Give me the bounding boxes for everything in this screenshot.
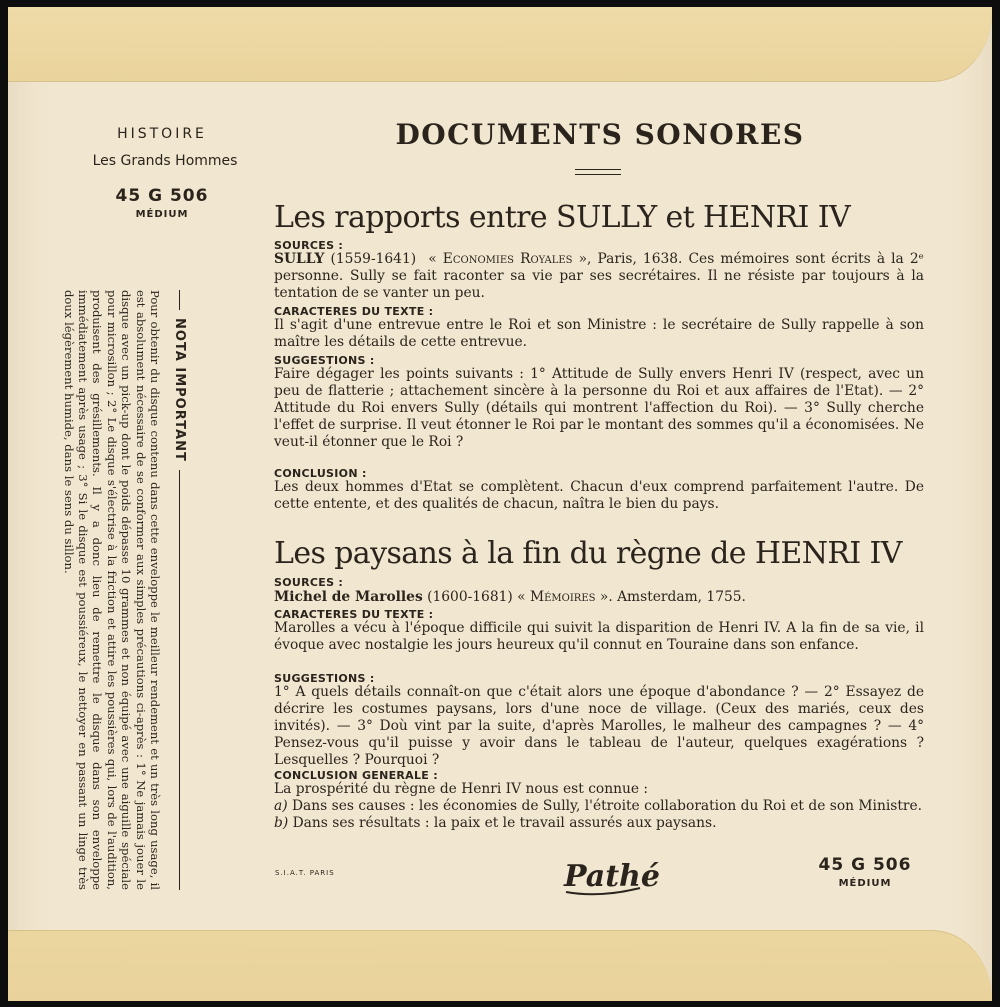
section1-caracteres-text: Il s'agit d'une entrevue entre le Roi et son Ministre : le secrétaire de Sully rappelle à son maître les détails de cette entrevue. [274, 317, 924, 350]
point-marker: a) [274, 798, 288, 814]
point-marker: b) [274, 815, 289, 831]
series-title: Les Grands Hommes [92, 153, 238, 169]
sources-author: SULLY [274, 251, 325, 267]
conclusion-point-a [274, 798, 924, 815]
sources-rest: , Paris, 1638. Ces mémoires sont écrits à la 2ᵉ personne. Sully se fait raconter sa vie par ses secrétaires. Il ne résiste par toujours à la tentation de se vanter un peu. [274, 251, 924, 301]
divider [180, 470, 181, 890]
section2-suggestions-text: 1° A quels détails connaît-on que c'était alors une époque d'abondance ? — 2° Essayez de décrire les costumes paysans, lors d'une noce de village. (Ceux des mariés, ceux des invités). — 3° Doù vint par la suite, d'après Marolles, le malheur des campagnes ? — 4° Pensez-vous qu'il puisse y avoir dans le tableau de l'auteur, quelques exagérations ? Lesquelles ? Pourquoi ? [274, 684, 924, 768]
section2-suggestions-label: SUGGESTIONS : [274, 672, 375, 685]
section2-caracteres-text: Marolles a vécu à l'époque difficile qui suivit la disparition de Henri IV. A la fin de sa vie, il évoque avec nostalgie les jours heureux qu'il connut en Touraine dans son enfance. [274, 620, 924, 653]
sources-work: « Economies Royales » [428, 251, 588, 267]
footer-speed-label: MÉDIUM [838, 878, 892, 889]
page-title: DOCUMENTS SONORES [395, 118, 805, 151]
printer-credit: S.I.A.T. PARIS [275, 869, 335, 877]
point-text: Dans ses causes : les économies de Sully, l'étroite collaboration du Roi et de son Ministre. [287, 798, 923, 814]
conclusion-point-b [274, 815, 924, 832]
section1-caracteres-label: CARACTERES DU TEXTE : [274, 305, 434, 318]
divider [180, 290, 181, 310]
section1-suggestions-text: Faire dégager les points suivants : 1° Attitude de Sully envers Henri IV (respect, avec un peu de flatterie ; attachement sincère à la personne du Roi et aux affaires de l'Etat). — 2° Attitude du Roi envers Sully (détails qui montrent l'affection du Roi). — 3° Sully cherche l'effet de surprise. Il veut étonner le Roi par le montant des sommes qu'il a économisées. Ne veut-il étonner que le Roi ? [274, 366, 924, 450]
bottom-flap [8, 930, 992, 1001]
top-flap [8, 7, 992, 82]
point-text: Dans ses résultats : la paix et le travail assurés aux paysans. [288, 815, 717, 831]
section2-sources-label: SOURCES : [274, 576, 344, 589]
speed-label: MÉDIUM [135, 209, 189, 220]
section2-title: Les paysans à la fin du règne de HENRI IV [274, 536, 902, 571]
category-title: HISTOIRE [117, 126, 207, 142]
section1-sources-label: SOURCES : [274, 239, 344, 252]
section1-conclusion-label: CONCLUSION : [274, 467, 367, 480]
pathe-logo [560, 850, 660, 900]
section1-conclusion-text: Les deux hommes d'Etat se complètent. Chacun d'eux comprend parfaitement l'autre. De cette entente, et des qualités de chacun, naîtra le bien du pays. [274, 479, 924, 512]
sources-author: Michel de Marolles [274, 589, 423, 605]
nota-important-box [60, 290, 190, 890]
section2-caracteres-label: CARACTERES DU TEXTE : [274, 608, 434, 621]
sources-dates: (1559-1641) [330, 251, 417, 267]
footer-catalog-number: 45 G 506 [818, 855, 912, 875]
title-underline [575, 169, 621, 170]
nota-text: Pour obtenir du disque contenu dans cette enveloppe le meilleur rendement et un très long usage, il est absolument nécessaire de se conformer aux simples précautions ci-après : 1° Ne jamais jouer le disque avec un pick-up dont le poids dépasse 10 grammes et non équipé avec une aiguille spéciale pour microsillon ; 2° Le disque s'électrise à la friction et attire les poussières qui, lors de l'audition, produisent des grésillements. Il y a donc lieu de remettre le disque dans son enveloppe immédiatement après usage ; 3° Si le disque est poussiéreux, le nettoyer en passant un linge très doux légèrement humide, dans le sens du sillon. [61, 290, 162, 890]
section2-sources-text [274, 589, 924, 606]
nota-header [170, 290, 190, 890]
logo-text: Pathé [564, 859, 660, 894]
section1-title: Les rapports entre SULLY et HENRI IV [274, 200, 851, 235]
sources-work: « Mémoires » [517, 589, 609, 605]
section2-conclusion-label: CONCLUSION GENERALE : [274, 769, 438, 782]
sources-dates: (1600-1681) [427, 589, 513, 605]
nota-title: NOTA IMPORTANT [172, 318, 188, 462]
title-underline [575, 174, 621, 175]
section1-sources-text [274, 251, 924, 302]
catalog-number: 45 G 506 [115, 186, 209, 206]
conclusion-intro: La prospérité du règne de Henri IV nous est connue : [274, 781, 649, 797]
section2-conclusion-text [274, 781, 924, 832]
section1-suggestions-label: SUGGESTIONS : [274, 354, 375, 367]
sources-rest: . Amsterdam, 1755. [608, 589, 746, 605]
